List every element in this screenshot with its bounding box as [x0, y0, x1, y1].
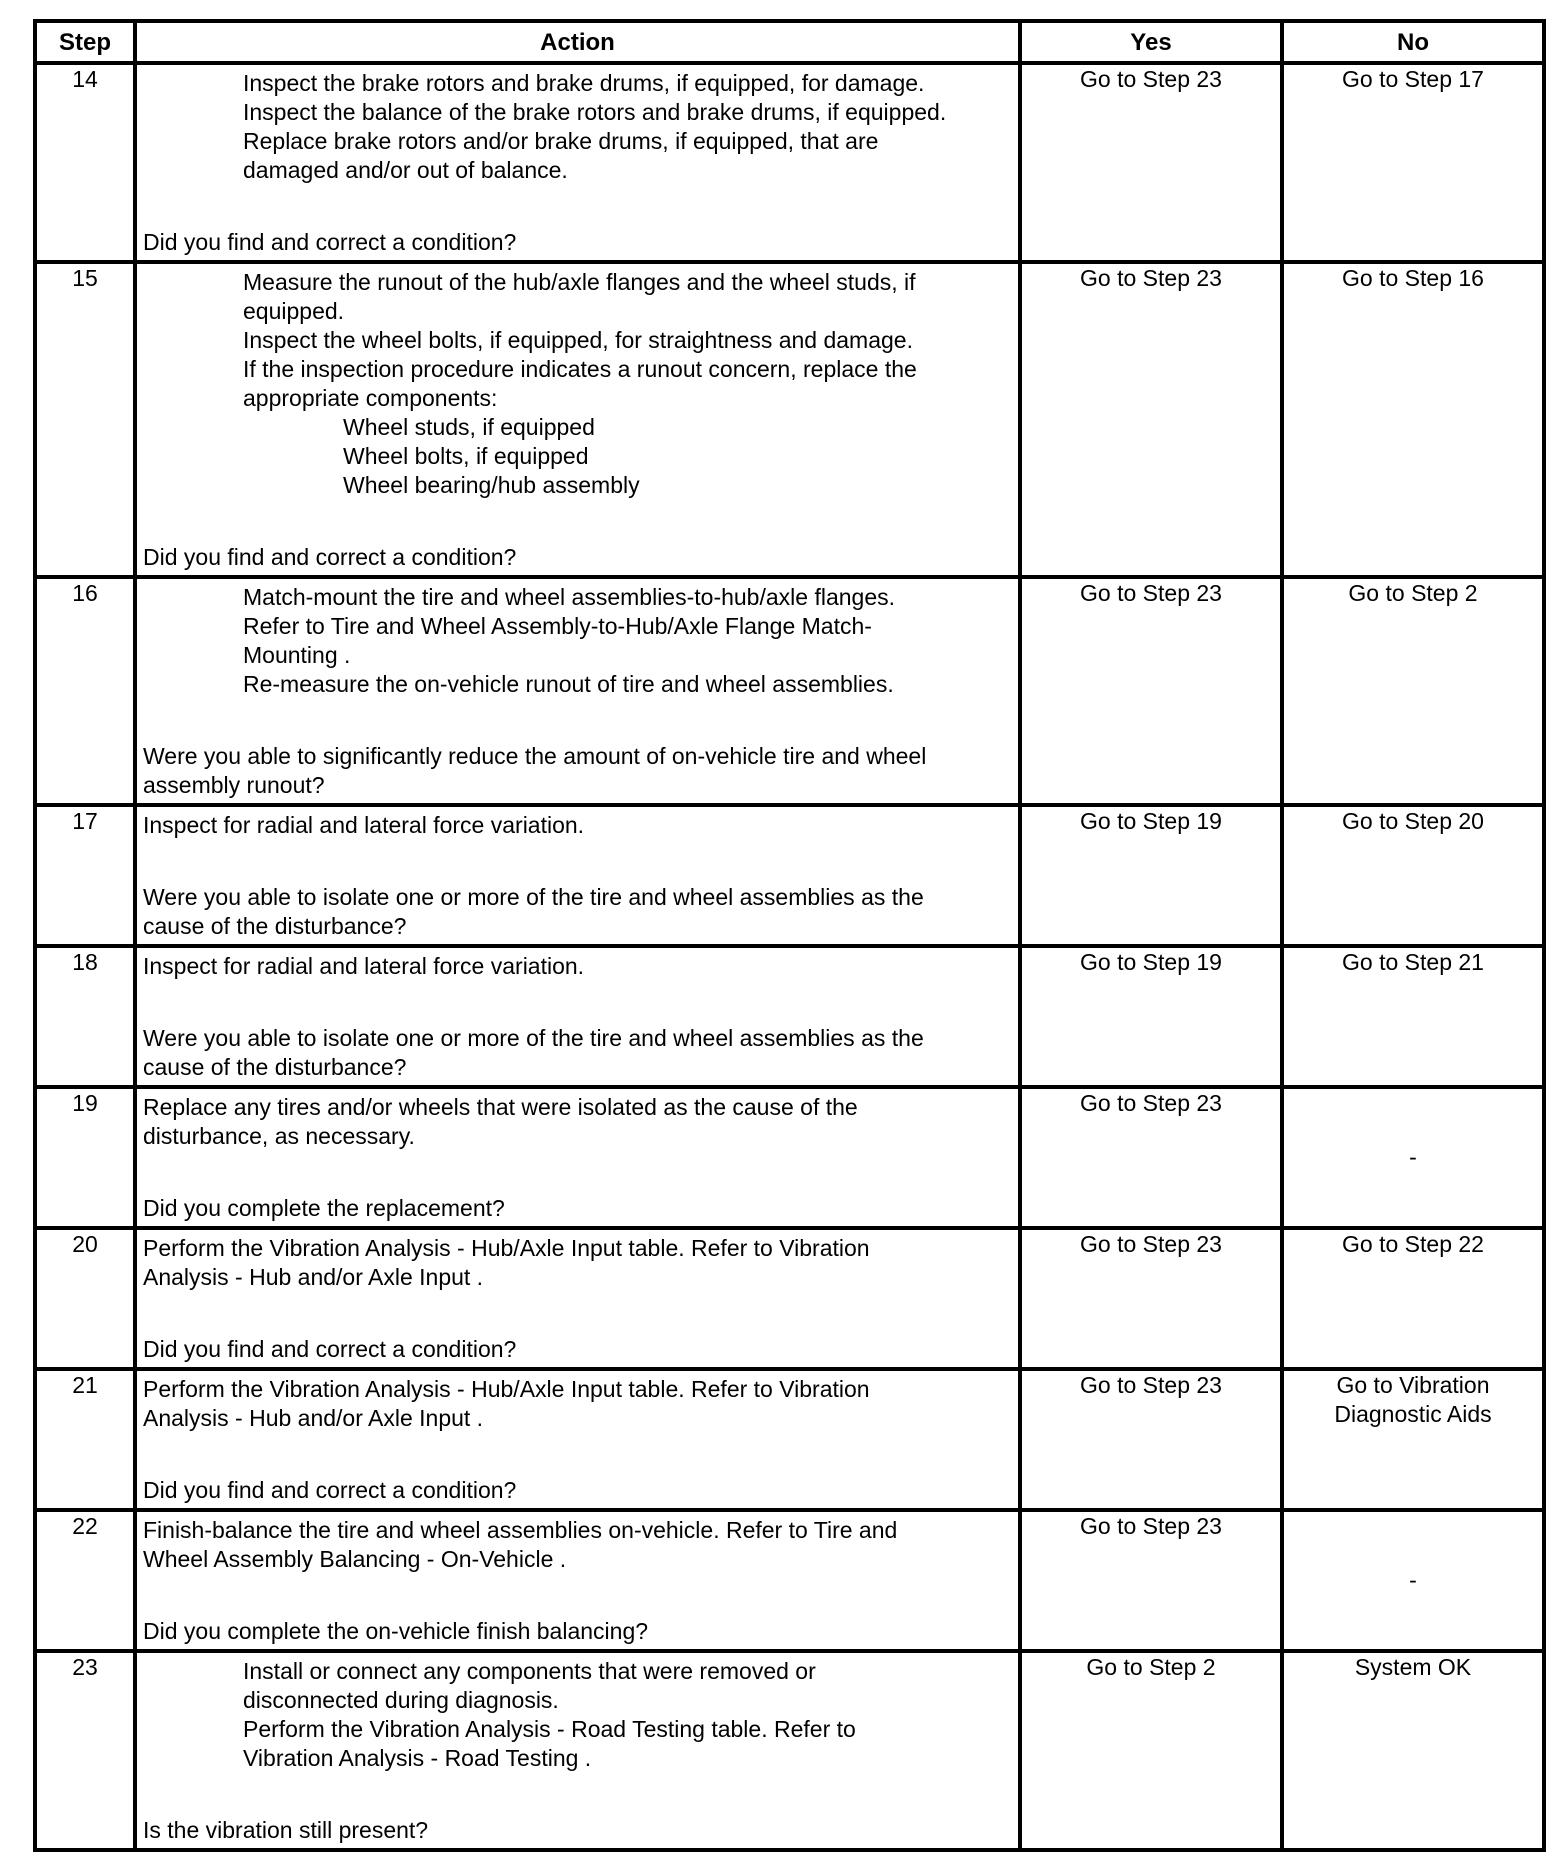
header-row	[35, 21, 1544, 63]
no-result: Go to Step 16	[1282, 262, 1544, 577]
action-line: disconnected during diagnosis.	[243, 1687, 559, 1713]
question-text	[143, 883, 1012, 941]
step-number: 18	[35, 946, 135, 1087]
action-line: Perform the Vibration Analysis - Hub/Axle Input table. Refer to Vibration	[143, 1376, 870, 1402]
question-line: cause of the disturbance?	[143, 1054, 407, 1080]
question-text: Did you find and correct a condition?	[143, 1336, 517, 1362]
question-line: Were you able to significantly reduce the amount of on-vehicle tire and wheel	[143, 743, 927, 769]
yes-result: Go to Step 23	[1020, 1510, 1282, 1651]
no-result: Go to Step 17	[1282, 63, 1544, 262]
table-row	[35, 1651, 1544, 1850]
action-line: Inspect the brake rotors and brake drums, if equipped, for damage.	[243, 70, 925, 96]
diagnostic-table	[33, 19, 1546, 1852]
action-subline: Wheel bolts, if equipped	[343, 443, 589, 469]
action-line: damaged and/or out of balance.	[243, 157, 568, 183]
action-line: Replace brake rotors and/or brake drums, if equipped, that are	[243, 128, 879, 154]
table-row	[35, 577, 1544, 805]
diagnostic-table-wrapper	[33, 19, 1546, 1852]
no-result: -	[1282, 1087, 1544, 1228]
yes-result: Go to Step 23	[1020, 1369, 1282, 1510]
action-line: Inspect the balance of the brake rotors and brake drums, if equipped.	[243, 99, 947, 125]
table-row	[35, 1228, 1544, 1369]
action-cell	[135, 805, 1020, 946]
step-number: 15	[35, 262, 135, 577]
action-line: Perform the Vibration Analysis - Road Testing table. Refer to	[243, 1716, 856, 1742]
action-cell	[135, 1510, 1020, 1651]
question-text: Did you find and correct a condition?	[143, 229, 517, 255]
question-line: Were you able to isolate one or more of the tire and wheel assemblies as the	[143, 884, 924, 910]
action-cell	[135, 577, 1020, 805]
question-text: Did you find and correct a condition?	[143, 544, 517, 570]
action-line: Analysis - Hub and/or Axle Input .	[143, 1264, 484, 1290]
step-number: 21	[35, 1369, 135, 1510]
action-line: Finish-balance the tire and wheel assemblies on-vehicle. Refer to Tire and	[143, 1517, 898, 1543]
step-number: 17	[35, 805, 135, 946]
action-cell	[135, 946, 1020, 1087]
action-cell	[135, 1228, 1020, 1369]
action-line: Refer to Tire and Wheel Assembly-to-Hub/Axle Flange Match-	[243, 613, 872, 639]
action-line: Perform the Vibration Analysis - Hub/Axle Input table. Refer to Vibration	[143, 1235, 870, 1261]
step-number: 16	[35, 577, 135, 805]
no-result: Go to Step 21	[1282, 946, 1544, 1087]
action-line: appropriate components:	[243, 385, 498, 411]
action-cell	[135, 1369, 1020, 1510]
action-line: Inspect for radial and lateral force variation.	[143, 812, 585, 838]
step-number: 23	[35, 1651, 135, 1850]
header-step: Step	[35, 21, 135, 63]
action-line: disturbance, as necessary.	[143, 1123, 415, 1149]
action-subline: Wheel bearing/hub assembly	[343, 472, 640, 498]
action-line: Mounting .	[243, 642, 351, 668]
step-number: 22	[35, 1510, 135, 1651]
header-yes: Yes	[1020, 21, 1282, 63]
action-line: Analysis - Hub and/or Axle Input .	[143, 1405, 484, 1431]
yes-result: Go to Step 23	[1020, 577, 1282, 805]
question-text: Did you find and correct a condition?	[143, 1477, 517, 1503]
action-line: Measure the runout of the hub/axle flanges and the wheel studs, if	[243, 269, 916, 295]
no-result: Go to Step 2	[1282, 577, 1544, 805]
header-no: No	[1282, 21, 1544, 63]
question-line: Were you able to isolate one or more of the tire and wheel assemblies as the	[143, 1025, 924, 1051]
action-line: Inspect for radial and lateral force variation.	[143, 953, 585, 979]
table-row	[35, 1087, 1544, 1228]
header-action: Action	[135, 21, 1020, 63]
no-result-line: Go to Vibration	[1336, 1372, 1490, 1398]
table-row	[35, 805, 1544, 946]
action-cell	[135, 1087, 1020, 1228]
yes-result: Go to Step 23	[1020, 262, 1282, 577]
question-text	[143, 742, 1012, 800]
action-line: Match-mount the tire and wheel assemblies-to-hub/axle flanges.	[243, 584, 896, 610]
action-line: Re-measure the on-vehicle runout of tire and wheel assemblies.	[243, 671, 894, 697]
question-text: Did you complete the replacement?	[143, 1195, 505, 1221]
action-line: Wheel Assembly Balancing - On-Vehicle .	[143, 1546, 567, 1572]
question-text	[143, 1024, 1012, 1082]
yes-result: Go to Step 19	[1020, 946, 1282, 1087]
yes-result: Go to Step 19	[1020, 805, 1282, 946]
action-line: Vibration Analysis - Road Testing .	[243, 1745, 592, 1771]
action-line: Inspect the wheel bolts, if equipped, for straightness and damage.	[243, 327, 913, 353]
action-line: Install or connect any components that were removed or	[243, 1658, 816, 1684]
no-result: -	[1282, 1510, 1544, 1651]
question-text: Is the vibration still present?	[143, 1817, 429, 1843]
no-result	[1282, 1369, 1544, 1510]
question-line: assembly runout?	[143, 772, 325, 798]
no-result: Go to Step 20	[1282, 805, 1544, 946]
step-number: 14	[35, 63, 135, 262]
no-result: System OK	[1282, 1651, 1544, 1850]
action-line: equipped.	[243, 298, 345, 324]
yes-result: Go to Step 23	[1020, 63, 1282, 262]
question-text: Did you complete the on-vehicle finish balancing?	[143, 1618, 649, 1644]
question-line: cause of the disturbance?	[143, 913, 407, 939]
step-number: 20	[35, 1228, 135, 1369]
yes-result: Go to Step 23	[1020, 1228, 1282, 1369]
step-number: 19	[35, 1087, 135, 1228]
action-cell	[135, 63, 1020, 262]
table-row	[35, 1369, 1544, 1510]
no-result-line: Diagnostic Aids	[1334, 1401, 1492, 1427]
yes-result: Go to Step 2	[1020, 1651, 1282, 1850]
table-row	[35, 946, 1544, 1087]
no-result: Go to Step 22	[1282, 1228, 1544, 1369]
table-row	[35, 262, 1544, 577]
action-line: Replace any tires and/or wheels that were isolated as the cause of the	[143, 1094, 858, 1120]
action-cell	[135, 1651, 1020, 1850]
action-subline: Wheel studs, if equipped	[343, 414, 595, 440]
yes-result: Go to Step 23	[1020, 1087, 1282, 1228]
table-row	[35, 1510, 1544, 1651]
table-row	[35, 63, 1544, 262]
action-cell	[135, 262, 1020, 577]
action-line: If the inspection procedure indicates a runout concern, replace the	[243, 356, 917, 382]
